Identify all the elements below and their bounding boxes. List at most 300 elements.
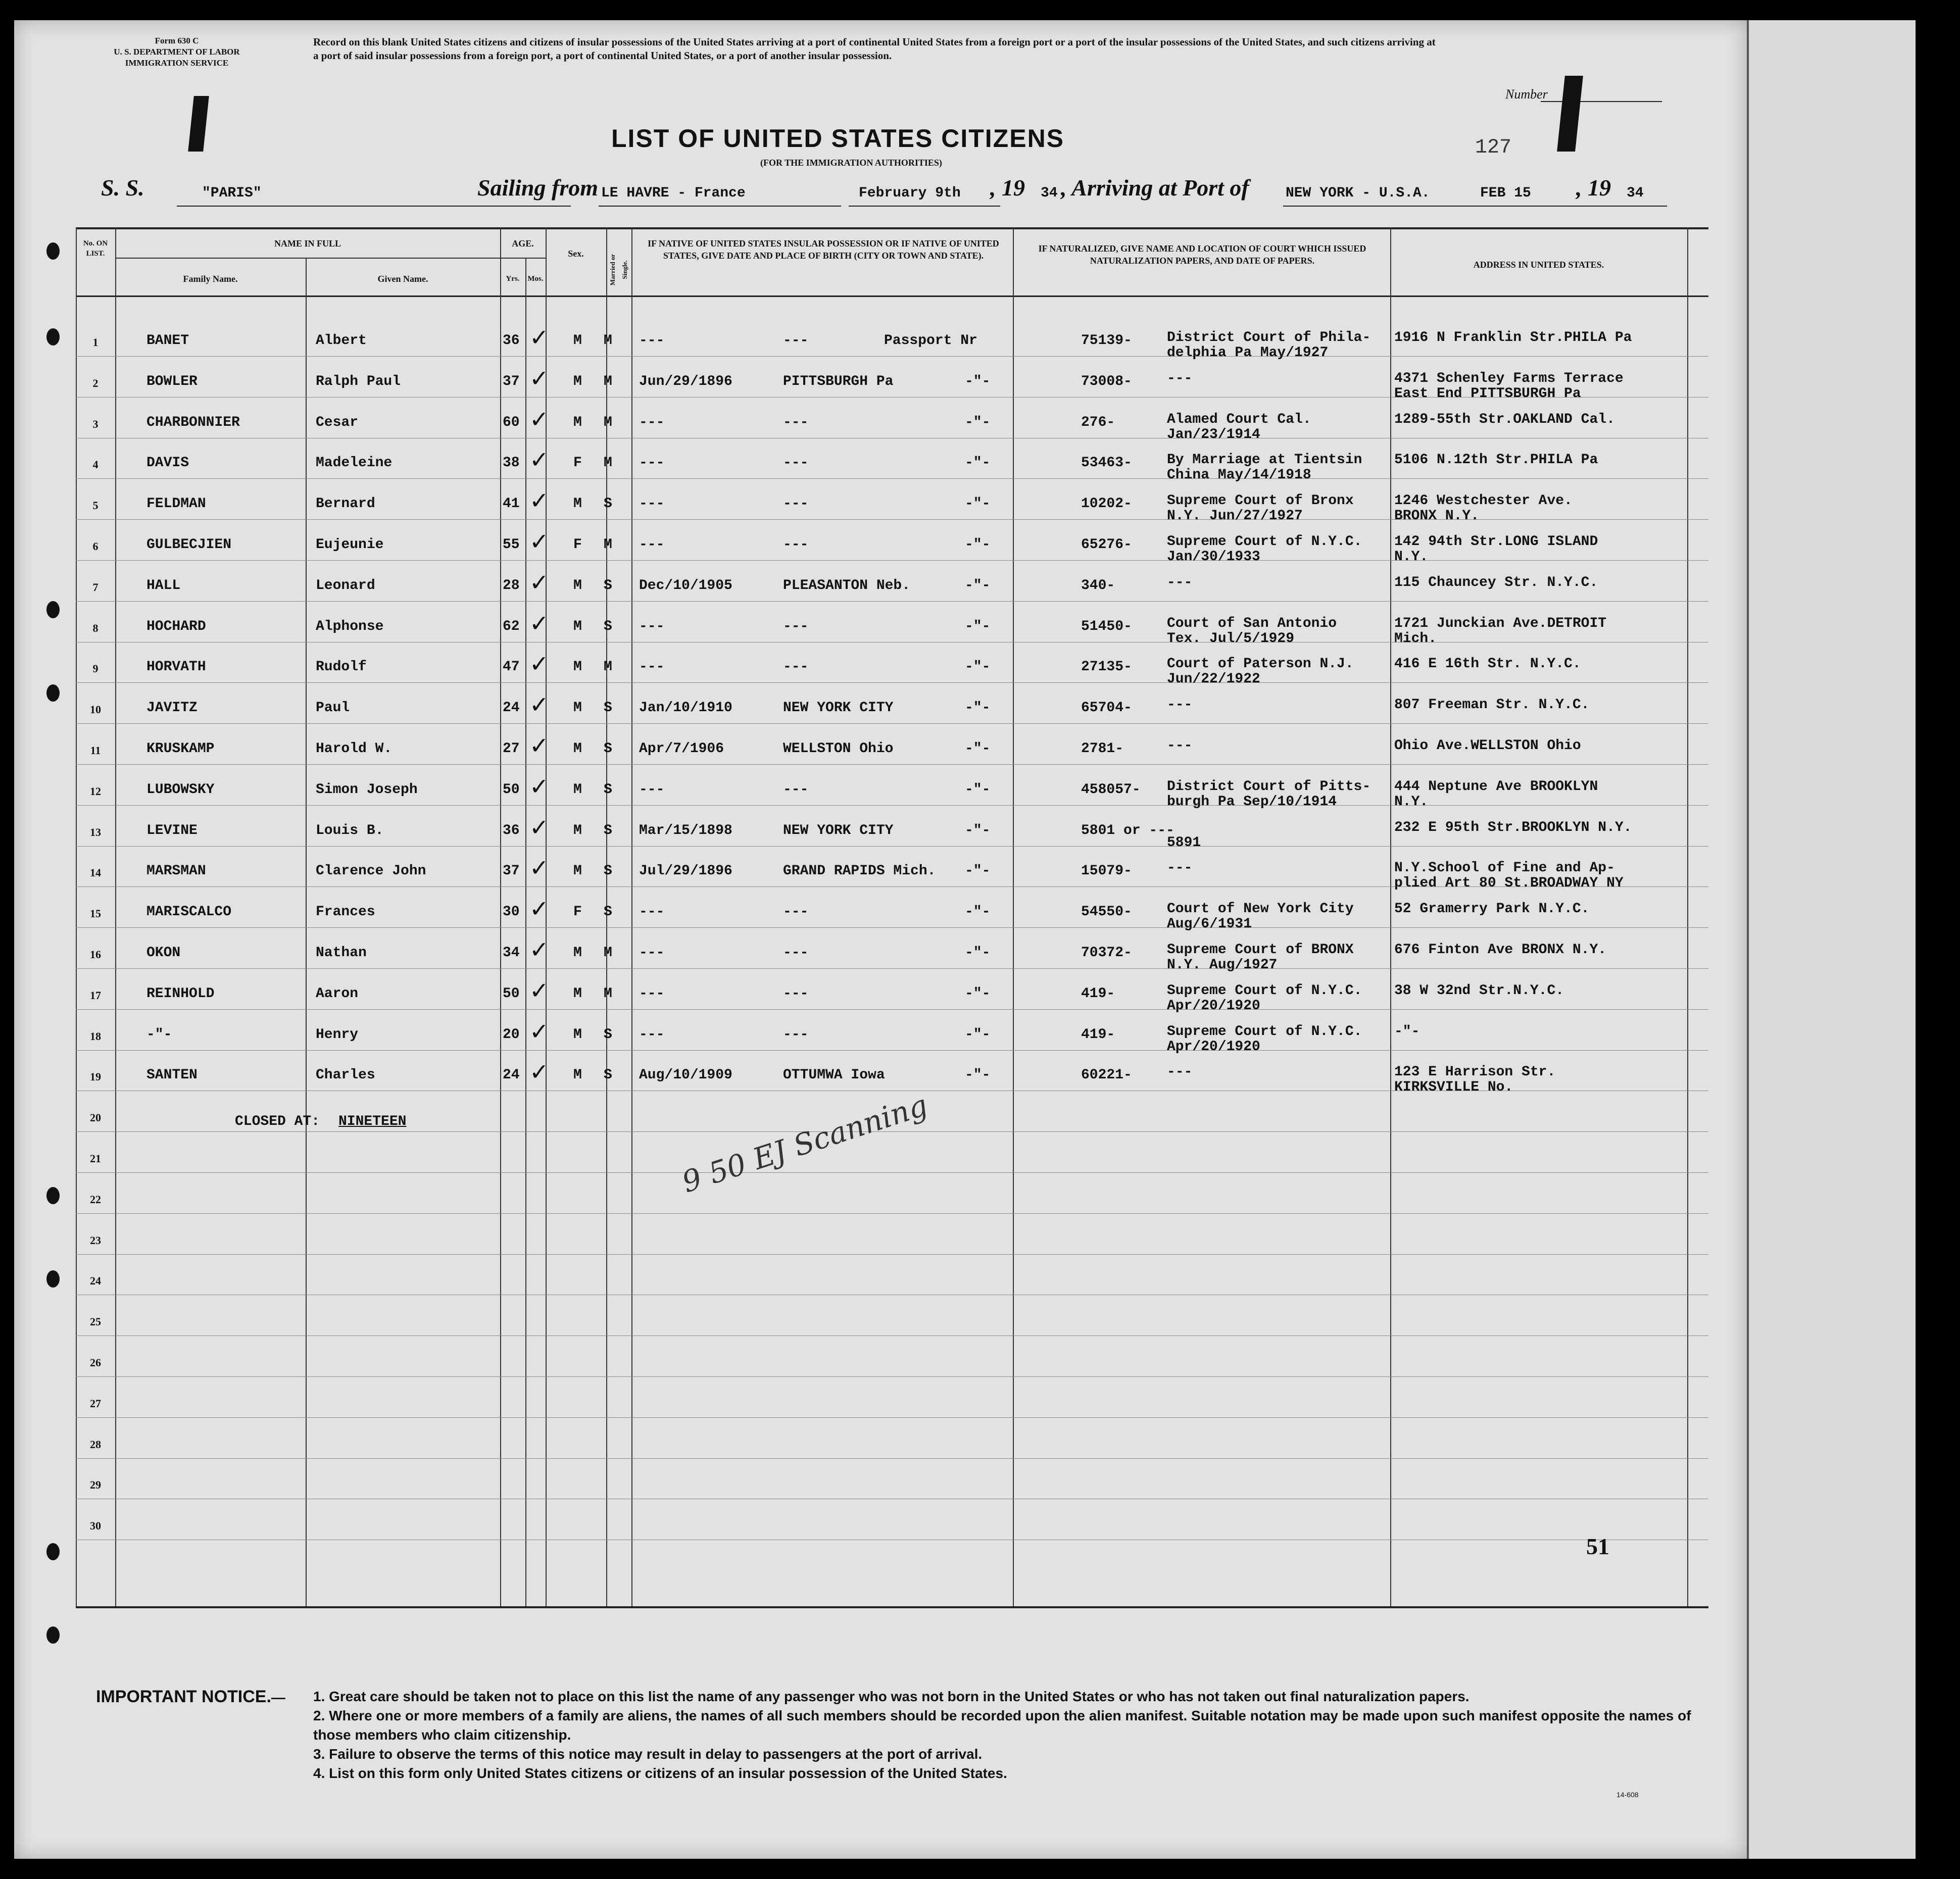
check-mark-icon: ✓ — [529, 936, 549, 963]
sex: M — [573, 414, 582, 430]
naturalization-number: 51450- — [1081, 618, 1132, 634]
address: 38 W 32nd Str.N.Y.C. — [1394, 982, 1564, 999]
birth-place: NEW YORK CITY — [783, 822, 894, 838]
row-number: 14 — [90, 866, 101, 879]
birth-place: --- — [783, 781, 809, 798]
birth-place: PITTSBURGH Pa — [783, 373, 894, 389]
row-rule — [76, 723, 1708, 724]
address: 1246 Westchester Ave. — [1394, 493, 1573, 509]
row-rule — [76, 478, 1708, 479]
row-number: 18 — [90, 1029, 101, 1043]
row-rule — [76, 968, 1708, 969]
given-name: Harold W. — [316, 741, 393, 757]
col-married-header: Married or Single. — [609, 254, 628, 286]
address-line2: N.Y. — [1394, 794, 1429, 810]
given-name: Cesar — [316, 414, 359, 430]
address-line2: KIRKSVILLE No. — [1394, 1079, 1513, 1096]
address: 52 Gramerry Park N.Y.C. — [1394, 901, 1590, 917]
ss-label: S. S. — [101, 175, 144, 201]
sex: M — [573, 945, 582, 961]
row-rule — [76, 1009, 1708, 1010]
birth-date: Dec/10/1905 — [639, 577, 732, 594]
sex: M — [573, 1026, 582, 1043]
col-age-header: AGE. — [512, 238, 534, 249]
family-name: DAVIS — [146, 455, 189, 471]
birth-place: --- — [783, 618, 809, 634]
punch-hole — [46, 684, 60, 702]
row-rule — [76, 846, 1708, 847]
passport-ref: -"- — [965, 577, 991, 594]
sail-year: 34 — [1041, 185, 1058, 201]
family-name: LEVINE — [146, 822, 198, 838]
check-mark-icon: ✓ — [529, 1017, 549, 1045]
sex: M — [573, 659, 582, 675]
row-number: 2 — [92, 376, 99, 389]
check-mark-icon: ✓ — [529, 1058, 549, 1086]
birth-date: --- — [639, 414, 665, 430]
service: IMMIGRATION SERVICE — [125, 58, 229, 68]
sex: M — [573, 863, 582, 879]
address: 444 Neptune Ave BROOKLYN — [1394, 778, 1598, 795]
marital-status: S — [604, 904, 612, 920]
marital-status: S — [604, 741, 612, 757]
passport-ref: -"- — [965, 700, 991, 716]
number-label: Number — [1505, 87, 1548, 102]
row-rule — [76, 805, 1708, 806]
passport-ref: Passport Nr — [884, 333, 977, 349]
birth-place: --- — [783, 333, 809, 349]
naturalization-number: 340- — [1081, 577, 1115, 594]
form-identifier — [91, 35, 263, 69]
passport-ref: -"- — [965, 537, 991, 553]
form-code: 14-608 — [1616, 1791, 1639, 1799]
family-name: SANTEN — [146, 1067, 198, 1083]
row-rule — [76, 927, 1708, 928]
given-name: Louis B. — [316, 822, 384, 838]
naturalization-number: 27135- — [1081, 659, 1132, 675]
court: Supreme Court of N.Y.C. — [1167, 982, 1362, 999]
punch-hole — [46, 242, 60, 260]
passport-ref: -"- — [965, 822, 991, 838]
notice-item: 3. Failure to observe the terms of this notice may result in delay to passengers at the port of arrival. — [313, 1746, 983, 1762]
marital-status: M — [604, 414, 612, 430]
check-mark-icon: ✓ — [529, 568, 549, 596]
check-mark-icon: ✓ — [529, 487, 549, 515]
age-years: 38 — [503, 455, 520, 471]
court-date: Jan/30/1933 — [1167, 549, 1260, 565]
check-mark-icon: ✓ — [529, 650, 549, 678]
port-to: NEW YORK - U.S.A. — [1286, 185, 1430, 201]
sex: M — [573, 577, 582, 594]
naturalization-number: 73008- — [1081, 373, 1132, 389]
address-line2: N.Y. — [1394, 549, 1429, 565]
birth-date: Apr/7/1906 — [639, 741, 724, 757]
given-name: Aaron — [316, 985, 359, 1002]
sex: M — [573, 781, 582, 798]
sex: M — [573, 496, 582, 512]
check-mark-icon: ✓ — [529, 405, 549, 433]
court-date: Jan/23/1914 — [1167, 426, 1260, 442]
check-mark-icon: ✓ — [529, 364, 549, 392]
col-birth-header: IF NATIVE OF UNITED STATES INSULAR POSSESSION OR IF NATIVE OF UNITED STATES, GIVE DATE AND PLACE OF BIRTH (CITY OR TOWN AND STATE). — [648, 238, 999, 261]
passport-ref: -"- — [965, 741, 991, 757]
birth-date: --- — [639, 455, 665, 471]
address-line2: Mich. — [1394, 630, 1437, 647]
row-number: 30 — [90, 1519, 101, 1532]
check-mark-icon: ✓ — [529, 528, 549, 555]
court-date: Jun/22/1922 — [1167, 671, 1260, 687]
ship-name: "PARIS" — [202, 185, 262, 201]
row-number: 29 — [90, 1478, 101, 1492]
notice-item: 1. Great care should be taken not to place on this list the name of any passenger who was not born in the United States or who has not taken out final naturalization papers. — [313, 1689, 1469, 1704]
naturalization-number: 10202- — [1081, 496, 1132, 512]
birth-date: Jan/10/1910 — [639, 700, 732, 716]
passenger-table — [76, 227, 1708, 1606]
address: N.Y.School of Fine and Ap- — [1394, 860, 1615, 876]
row-number: 1 — [92, 336, 99, 349]
instructions: Record on this blank United States citizens and citizens of insular possessions of the United States arriving at a port of continental United States from a foreign port or a port of the insular possessions of the United States, and such citizens arriving at a port of said insular possessions from a foreign port, a port of continental United States, or a port of another insular possession. — [313, 36, 1436, 62]
age-years: 28 — [503, 577, 520, 594]
sex: F — [573, 537, 582, 553]
given-name: Ralph Paul — [316, 373, 401, 389]
birth-place: --- — [783, 496, 809, 512]
given-name: Clarence John — [316, 863, 426, 879]
row-rule — [76, 1376, 1708, 1377]
page-number: 51 — [1586, 1534, 1609, 1559]
punch-hole — [46, 1270, 60, 1288]
number-line — [1541, 101, 1662, 102]
row-rule — [76, 356, 1708, 357]
row-number: 4 — [92, 458, 99, 471]
birth-place: --- — [783, 945, 809, 961]
birth-place: WELLSTON Ohio — [783, 741, 894, 757]
family-name: FELDMAN — [146, 496, 206, 512]
age-years: 30 — [503, 904, 520, 920]
address: 232 E 95th Str.BROOKLYN N.Y. — [1394, 819, 1632, 835]
row-number: 15 — [90, 907, 101, 920]
punch-hole — [46, 1626, 60, 1644]
check-mark-icon: ✓ — [529, 895, 549, 923]
col-name-header: NAME IN FULL — [274, 238, 341, 249]
court: Alamed Court Cal. — [1167, 411, 1311, 427]
check-mark-icon: ✓ — [529, 976, 549, 1004]
address: 416 E 16th Str. N.Y.C. — [1394, 656, 1581, 672]
marital-status: M — [604, 373, 612, 389]
naturalization-number: 5801 or --- — [1081, 822, 1174, 838]
row-number: 27 — [90, 1397, 101, 1410]
naturalization-number: 53463- — [1081, 455, 1132, 471]
family-name: GULBECJIEN — [146, 537, 232, 553]
department: U. S. DEPARTMENT OF LABOR — [114, 47, 240, 57]
address-line2: plied Art 80 St.BROADWAY NY — [1394, 875, 1624, 892]
passport-ref: -"- — [965, 781, 991, 798]
age-years: 20 — [503, 1026, 520, 1043]
row-number: 19 — [90, 1070, 101, 1083]
marital-status: S — [604, 1067, 612, 1083]
sex: M — [573, 822, 582, 838]
family-name: CHARBONNIER — [146, 414, 240, 430]
marital-status: M — [604, 537, 612, 553]
sex: M — [573, 1067, 582, 1083]
age-years: 47 — [503, 659, 520, 675]
marital-status: M — [604, 985, 612, 1002]
check-mark-icon: ✓ — [529, 609, 549, 637]
given-name: Madeleine — [316, 455, 393, 471]
court: --- — [1167, 860, 1193, 876]
row-number: 7 — [92, 580, 99, 594]
court: Supreme Court of N.Y.C. — [1167, 1023, 1362, 1040]
col-given-header: Given Name. — [377, 274, 428, 284]
sail-date: February 9th — [859, 185, 961, 201]
given-name: Albert — [316, 333, 367, 349]
row-number: 24 — [90, 1274, 101, 1288]
arriving-label: , Arriving at Port of — [1061, 175, 1249, 201]
address: -"- — [1394, 1023, 1420, 1040]
punch-hole — [46, 1187, 60, 1204]
age-years: 24 — [503, 1067, 520, 1083]
court: District Court of Pitts- — [1167, 778, 1371, 795]
birth-date: --- — [639, 781, 665, 798]
passport-ref: -"- — [965, 659, 991, 675]
naturalization-number: 70372- — [1081, 945, 1132, 961]
col-no-header: No. ON LIST. — [83, 239, 108, 258]
check-mark-icon: ✓ — [529, 732, 549, 759]
given-name: Frances — [316, 904, 375, 920]
court-date: Apr/20/1920 — [1167, 1039, 1260, 1055]
birth-date: Aug/10/1909 — [639, 1067, 732, 1083]
address: 4371 Schenley Farms Terrace — [1394, 370, 1624, 386]
family-name: LUBOWSKY — [146, 781, 215, 798]
notice-item: 4. List on this form only United States citizens or citizens of an insular possession of the United States. — [313, 1765, 1007, 1781]
row-number: 11 — [90, 744, 101, 757]
naturalization-number: 60221- — [1081, 1067, 1132, 1083]
court: District Court of Phila- — [1167, 330, 1371, 345]
given-name: Nathan — [316, 945, 367, 961]
naturalization-number: 458057- — [1081, 781, 1141, 798]
check-mark-icon: ✓ — [529, 813, 549, 841]
sailing-label: Sailing from — [477, 175, 599, 201]
row-number: 16 — [90, 948, 101, 961]
court: --- — [1167, 1064, 1193, 1080]
passport-ref: -"- — [965, 985, 991, 1002]
naturalization-number: 65276- — [1081, 537, 1132, 553]
naturalization-number: 54550- — [1081, 904, 1132, 920]
notice-label: IMPORTANT NOTICE. — [96, 1687, 271, 1706]
family-name: BANET — [146, 333, 189, 349]
passport-ref: -"- — [965, 455, 991, 471]
court: By Marriage at Tientsin — [1167, 452, 1362, 468]
closed-value: NINETEEN — [338, 1114, 407, 1129]
given-name: Leonard — [316, 577, 375, 594]
age-years: 36 — [503, 822, 520, 838]
naturalization-number: 15079- — [1081, 863, 1132, 879]
birth-date: --- — [639, 1026, 665, 1043]
address: 115 Chauncey Str. N.Y.C. — [1394, 574, 1598, 590]
age-years: 36 — [503, 333, 520, 349]
important-notice: IMPORTANT NOTICE.— 1. Great care should be taken not to place on this list the name of any passenger who was not born in the United States or who has not taken out final naturalization papers. 2. Where one or more members of a family are aliens, the names of all such members should be recorded upon the alien manifest. Suitable notation may be made upon such manifest opposite the names of those members who claim citizenship. 3. Failure to observe the terms of this notice may result in delay to passengers at the port of arrival. 4. List on this form only United States citizens or citizens of an insular possession of the United States. — [96, 1687, 1712, 1783]
age-years: 41 — [503, 496, 520, 512]
marital-status: M — [604, 333, 612, 349]
row-rule — [76, 1050, 1708, 1051]
address: 676 Finton Ave BRONX N.Y. — [1394, 942, 1607, 958]
passport-ref: -"- — [965, 904, 991, 920]
birth-date: --- — [639, 537, 665, 553]
birth-place: OTTUMWA Iowa — [783, 1067, 885, 1083]
birth-date: --- — [639, 496, 665, 512]
naturalization-number: 75139- — [1081, 333, 1132, 349]
marital-status: M — [604, 945, 612, 961]
punch-hole — [46, 601, 60, 618]
row-rule — [76, 560, 1708, 561]
closed-label: CLOSED AT: — [235, 1114, 320, 1129]
row-number: 23 — [90, 1233, 101, 1247]
birth-date: --- — [639, 618, 665, 634]
page-title: LIST OF UNITED STATES CITIZENS — [611, 124, 1065, 153]
marital-status: S — [604, 822, 612, 838]
punch-hole — [46, 1543, 60, 1560]
marital-status: S — [604, 577, 612, 594]
row-rule — [76, 601, 1708, 602]
age-years: 50 — [503, 781, 520, 798]
naturalization-number: 419- — [1081, 985, 1115, 1002]
age-years: 62 — [503, 618, 520, 634]
given-name: Charles — [316, 1067, 375, 1083]
court: --- — [1167, 697, 1193, 713]
voyage-line — [101, 174, 1718, 210]
row-number: 13 — [90, 825, 101, 838]
row-number: 8 — [92, 621, 99, 634]
age-years: 60 — [503, 414, 520, 430]
address: 807 Freeman Str. N.Y.C. — [1394, 697, 1590, 713]
naturalization-number: 65704- — [1081, 700, 1132, 716]
row-rule — [76, 1213, 1708, 1214]
col-yrs-header: Yrs. — [506, 275, 520, 283]
birth-place: --- — [783, 455, 809, 471]
row-number: 28 — [90, 1438, 101, 1451]
age-years: 37 — [503, 863, 520, 879]
age-years: 37 — [503, 373, 520, 389]
address: 123 E Harrison Str. — [1394, 1064, 1556, 1080]
court-date: N.Y. Jun/27/1927 — [1167, 508, 1303, 524]
stamp-number: 127 — [1475, 136, 1512, 159]
family-name: -"- — [146, 1026, 172, 1043]
arrival-year: 34 — [1627, 185, 1644, 201]
court-date: N.Y. Aug/1927 — [1167, 957, 1278, 973]
court: Supreme Court of Bronx — [1167, 493, 1354, 509]
marital-status: S — [604, 781, 612, 798]
sex: M — [573, 618, 582, 634]
birth-date: --- — [639, 945, 665, 961]
col-address-header: ADDRESS IN UNITED STATES. — [1473, 260, 1604, 270]
naturalization-number: 2781- — [1081, 741, 1124, 757]
birth-place: --- — [783, 985, 809, 1002]
form-number: Form 630 C — [155, 36, 199, 45]
check-mark-icon: ✓ — [529, 446, 549, 474]
age-years: 24 — [503, 700, 520, 716]
birth-place: NEW YORK CITY — [783, 700, 894, 716]
given-name: Simon Joseph — [316, 781, 418, 798]
passport-ref: -"- — [965, 618, 991, 634]
handwritten-annotation: 9 50 EJ Scanning — [677, 1087, 932, 1200]
family-name: HALL — [146, 577, 181, 594]
birth-place: --- — [783, 1026, 809, 1043]
row-number: 25 — [90, 1315, 101, 1328]
row-rule — [76, 1254, 1708, 1255]
row-rule — [76, 1172, 1708, 1173]
passport-ref: -"- — [965, 414, 991, 430]
address-line2: BRONX N.Y. — [1394, 508, 1480, 524]
birth-date: --- — [639, 985, 665, 1002]
marital-status: S — [604, 863, 612, 879]
marital-status: S — [604, 618, 612, 634]
given-name: Henry — [316, 1026, 359, 1043]
row-rule — [76, 764, 1708, 765]
court-date: Tex. Jul/5/1929 — [1167, 630, 1295, 647]
naturalization-number: 276- — [1081, 414, 1115, 430]
birth-date: Jun/29/1896 — [639, 373, 732, 389]
given-name: Paul — [316, 700, 350, 716]
family-name: KRUSKAMP — [146, 741, 215, 757]
row-number: 12 — [90, 784, 101, 798]
family-name: MARSMAN — [146, 863, 206, 879]
sex: M — [573, 741, 582, 757]
court-date: China May/14/1918 — [1167, 467, 1311, 483]
naturalization-number: 419- — [1081, 1026, 1115, 1043]
given-name: Rudolf — [316, 659, 367, 675]
family-name: REINHOLD — [146, 985, 215, 1002]
row-number: 21 — [90, 1152, 101, 1165]
port-from: LE HAVRE - France — [601, 185, 746, 201]
given-name: Bernard — [316, 496, 375, 512]
court: Court of New York City — [1167, 901, 1354, 917]
check-mark-icon: ✓ — [529, 772, 549, 800]
family-name: MARISCALCO — [146, 904, 232, 920]
punch-hole — [46, 328, 60, 345]
birth-date: Mar/15/1898 — [639, 822, 732, 838]
court-date: Apr/20/1920 — [1167, 998, 1260, 1014]
given-name: Eujeunie — [316, 537, 384, 553]
marital-status: S — [604, 496, 612, 512]
arrival-date: FEB 15 — [1480, 185, 1531, 201]
col-sex-header: Sex. — [568, 249, 584, 259]
birth-place: --- — [783, 904, 809, 920]
row-number: 3 — [92, 417, 99, 430]
birth-place: --- — [783, 537, 809, 553]
court-date: burgh Pa Sep/10/1914 — [1167, 794, 1337, 810]
court-date: Aug/6/1931 — [1167, 916, 1252, 932]
court: --- — [1167, 370, 1193, 386]
age-years: 55 — [503, 537, 520, 553]
row-number: 17 — [90, 988, 101, 1002]
passport-ref: -"- — [965, 1067, 991, 1083]
court: Supreme Court of BRONX — [1167, 942, 1354, 958]
sex: M — [573, 985, 582, 1002]
age-years: 27 — [503, 741, 520, 757]
row-rule — [76, 682, 1708, 683]
family-name: BOWLER — [146, 373, 198, 389]
row-rule — [76, 1417, 1708, 1418]
court: Supreme Court of N.Y.C. — [1167, 534, 1362, 550]
address-line2: East End PITTSBURGH Pa — [1394, 385, 1581, 402]
court: Court of San Antonio — [1167, 615, 1337, 631]
marital-status: S — [604, 700, 612, 716]
birth-place: --- — [783, 659, 809, 675]
check-mark-icon: ✓ — [529, 854, 549, 882]
passport-ref: -"- — [965, 1026, 991, 1043]
sex: M — [573, 333, 582, 349]
col-family-header: Family Name. — [183, 274, 238, 284]
col-naturalized-header: IF NATURALIZED, GIVE NAME AND LOCATION OF COURT WHICH ISSUED NATURALIZATION PAPERS, AND DATE OF PAPERS. — [1038, 243, 1366, 266]
